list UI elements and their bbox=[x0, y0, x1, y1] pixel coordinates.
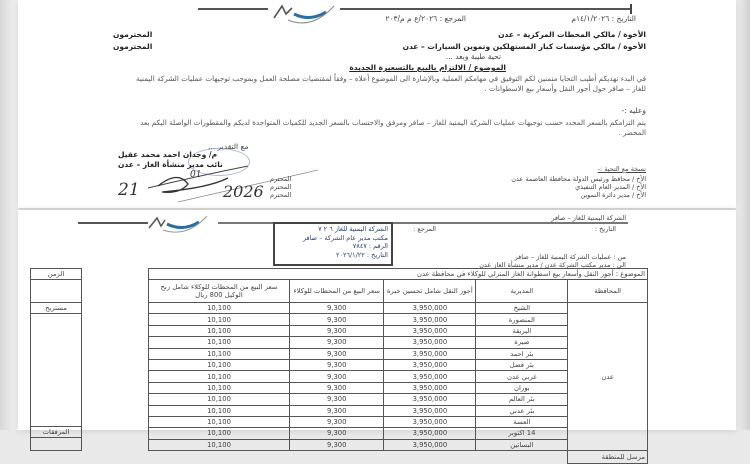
handwritten-month: 01 bbox=[190, 170, 202, 180]
district-cell: بئر احمد bbox=[476, 348, 568, 359]
stamp-line-2: مكتب مدير عام الشركة – صافر bbox=[302, 233, 388, 242]
agent-price-cell: 10,100 bbox=[149, 428, 290, 439]
zone-table bbox=[30, 268, 82, 451]
transport-cell: 3,950,000 bbox=[384, 439, 476, 450]
copy-to-item-3-honorific: المحترم bbox=[270, 191, 292, 199]
sheet-from-line: من : عمليات الشركة اليمنية للغاز – صافر bbox=[514, 253, 626, 261]
transport-cell: 3,950,000 bbox=[384, 394, 476, 405]
recipient-2-honorific: المحترمون bbox=[113, 42, 153, 51]
governorate-cell: عدن bbox=[568, 303, 648, 451]
agent-price-cell: 10,100 bbox=[149, 314, 290, 325]
handwritten-year: 2026 bbox=[223, 182, 264, 201]
col-transport: أجور النقل شامل تحسين خبرة bbox=[384, 280, 476, 303]
letter-date: التاريخ : ١٤/١/٢٠٢٦م bbox=[571, 14, 636, 23]
agent-price-cell: 10,100 bbox=[149, 303, 290, 314]
signatory-name: م/ وجدان احمد محمد عقيل bbox=[118, 150, 218, 159]
letter-paragraph-1: في البدء نهديكم أطيب التحايا متمنين لكم التوفيق في مهامكم العملية وبالإشارة الى الموضوع أعلاه – وفقاً لمقتضيات مصلحة العمل وبموجب توجيهات عمليات الشركة اليمنية للغاز – صافر حول أجور النقل وأسعار بيع الاسطوانات . bbox=[136, 74, 646, 93]
scan-right-edge bbox=[736, 0, 750, 430]
transport-cell: 3,950,000 bbox=[384, 359, 476, 370]
recipient-1-honorific: المحترمون bbox=[113, 30, 153, 39]
district-cell: بئر فضل bbox=[476, 359, 568, 370]
col-agent-price: سعر البيع من المحطات للوكلاء شامل ربح الوكيل 800 ريال bbox=[149, 280, 290, 303]
agent-price-cell: 10,100 bbox=[149, 371, 290, 382]
transport-cell: 3,950,000 bbox=[384, 348, 476, 359]
transport-cell: 3,950,000 bbox=[384, 337, 476, 348]
station-price-cell: 9,300 bbox=[290, 359, 384, 370]
transport-cell: 3,950,000 bbox=[384, 371, 476, 382]
copy-to-item-3: الأخ / مدير دائرة التموين bbox=[580, 191, 646, 199]
district-cell: المنصورة bbox=[476, 314, 568, 325]
station-price-cell: 9,300 bbox=[290, 428, 384, 439]
recipient-1: الأخوة / مالكي المحطات المركزية – عدن bbox=[498, 30, 646, 39]
district-cell: العسة bbox=[476, 416, 568, 427]
zone-last: المرفقات bbox=[31, 427, 82, 438]
agent-price-cell: 10,100 bbox=[149, 382, 290, 393]
letter-page bbox=[18, 0, 736, 208]
signatory-title: نائب مدير منشأة الغاز – عدن bbox=[118, 160, 223, 169]
sheet-reference: المرجع : bbox=[413, 225, 436, 233]
district-cell: 14 اكتوبر bbox=[476, 428, 568, 439]
sheet-to-line: الى : مدير مكتب الشركة عدن / مدير منشأة الغاز عدن bbox=[479, 261, 626, 269]
sheet-date: التاريخ : bbox=[594, 225, 616, 233]
zone-header: الزمن bbox=[31, 269, 82, 280]
footer-note: مرسل للمنطقة bbox=[568, 451, 648, 464]
station-price-cell: 9,300 bbox=[290, 325, 384, 336]
transport-cell: 3,950,000 bbox=[384, 405, 476, 416]
district-cell: بئر عدني bbox=[476, 405, 568, 416]
transport-cell: 3,950,000 bbox=[384, 382, 476, 393]
station-price-cell: 9,300 bbox=[290, 439, 384, 450]
district-cell: صيرة bbox=[476, 337, 568, 348]
agent-price-cell: 10,100 bbox=[149, 439, 290, 450]
district-cell: البريقة bbox=[476, 325, 568, 336]
table-row bbox=[149, 303, 648, 314]
station-price-cell: 9,300 bbox=[290, 416, 384, 427]
district-cell: بئر العالم bbox=[476, 394, 568, 405]
district-cell: غربي عدن bbox=[476, 371, 568, 382]
transport-cell: 3,950,000 bbox=[384, 325, 476, 336]
handwritten-day: 21 bbox=[118, 180, 140, 200]
col-governorate: المحافظة bbox=[568, 280, 648, 303]
stamp-line-1: الشركة اليمنية للغاز ٦ ٢ ٧ bbox=[318, 225, 388, 233]
station-price-cell: 9,300 bbox=[290, 382, 384, 393]
copy-to-item-2-honorific: المحترم bbox=[270, 183, 292, 191]
sheet-header-title: الشركة اليمنية للغاز – صافر bbox=[551, 214, 626, 222]
letter-subject: الموضوع / الالتزام بالبيع بالتسعيرة الجديدة bbox=[349, 63, 506, 72]
stamp-line-4: الرقم : ٧٨٤٧ bbox=[352, 242, 388, 250]
district-cell: الشيخ bbox=[476, 303, 568, 314]
copy-to-item-2: الأخ / المدير العام التنفيذي bbox=[575, 183, 646, 191]
transport-cell: 3,950,000 bbox=[384, 416, 476, 427]
company-logo-icon bbox=[268, 0, 338, 26]
agent-price-cell: 10,100 bbox=[149, 394, 290, 405]
copy-to-title: نسخة مع التحية :- bbox=[597, 165, 646, 173]
letterhead-rule-right bbox=[340, 8, 630, 10]
station-price-cell: 9,300 bbox=[290, 337, 384, 348]
transport-cell: 3,950,000 bbox=[384, 428, 476, 439]
scan-left-edge bbox=[0, 0, 18, 430]
letterhead-tick bbox=[630, 4, 632, 14]
zone-first: مستريح bbox=[31, 303, 82, 314]
col-station-price: سعر البيع من المحطات للوكلاء bbox=[290, 280, 384, 303]
copy-to-item-1-honorific: المحترم bbox=[270, 175, 292, 183]
received-stamp bbox=[273, 222, 393, 266]
agent-price-cell: 10,100 bbox=[149, 405, 290, 416]
station-price-cell: 9,300 bbox=[290, 348, 384, 359]
recipient-2: الأخوة / مالكي مؤسسات كبار المستهلكين وتموين السيارات – عدن bbox=[402, 42, 646, 51]
table-subject: الموضوع : أجور النقل وأسعار بيع اسطوانة الغاز المنزلي للوكلاء في محافظة عدن bbox=[149, 269, 648, 280]
transport-cell: 3,950,000 bbox=[384, 314, 476, 325]
letterhead-rule-left bbox=[198, 8, 268, 10]
col-district: المديرية bbox=[476, 280, 568, 303]
agent-price-cell: 10,100 bbox=[149, 416, 290, 427]
greeting: تحية طيبة وبعد ... bbox=[445, 52, 501, 61]
price-sheet-page bbox=[18, 210, 736, 462]
regards: مع التقدير ... bbox=[208, 142, 249, 151]
price-table bbox=[148, 268, 648, 464]
agent-price-cell: 10,100 bbox=[149, 359, 290, 370]
stamp-line-5: التاريخ : ٢٠٢٦/١/٢٢ bbox=[335, 250, 388, 259]
letter-reference: المرجع : ٢٠٢٦/ع م م/٢٠٣ bbox=[385, 14, 466, 23]
transport-cell: 3,950,000 bbox=[384, 303, 476, 314]
district-cell: بوران bbox=[476, 382, 568, 393]
sheet-rule-left bbox=[78, 222, 148, 224]
station-price-cell: 9,300 bbox=[290, 405, 384, 416]
station-price-cell: 9,300 bbox=[290, 303, 384, 314]
copy-to-item-1: الأخ / محافظ ورئيس الدولة محافظة العاصمة عدن bbox=[511, 175, 646, 183]
letter-closing: وعليه :- bbox=[621, 106, 646, 115]
station-price-cell: 9,300 bbox=[290, 314, 384, 325]
letter-paragraph-2: يتم التزامكم بالسعر المحدد حسب توجيهات عمليات الشركة اليمنية للغاز – صافر ومرفق والاحتساب بالسعر الجديد للكميات المتواجدة لديكم والمقطورات الواصلة اليكم بعد المحضر . bbox=[140, 118, 646, 137]
district-cell: البساتين bbox=[476, 439, 568, 450]
agent-price-cell: 10,100 bbox=[149, 348, 290, 359]
agent-price-cell: 10,100 bbox=[149, 325, 290, 336]
station-price-cell: 9,300 bbox=[290, 371, 384, 382]
sheet-logo-icon bbox=[143, 210, 213, 236]
station-price-cell: 9,300 bbox=[290, 394, 384, 405]
agent-price-cell: 10,100 bbox=[149, 337, 290, 348]
